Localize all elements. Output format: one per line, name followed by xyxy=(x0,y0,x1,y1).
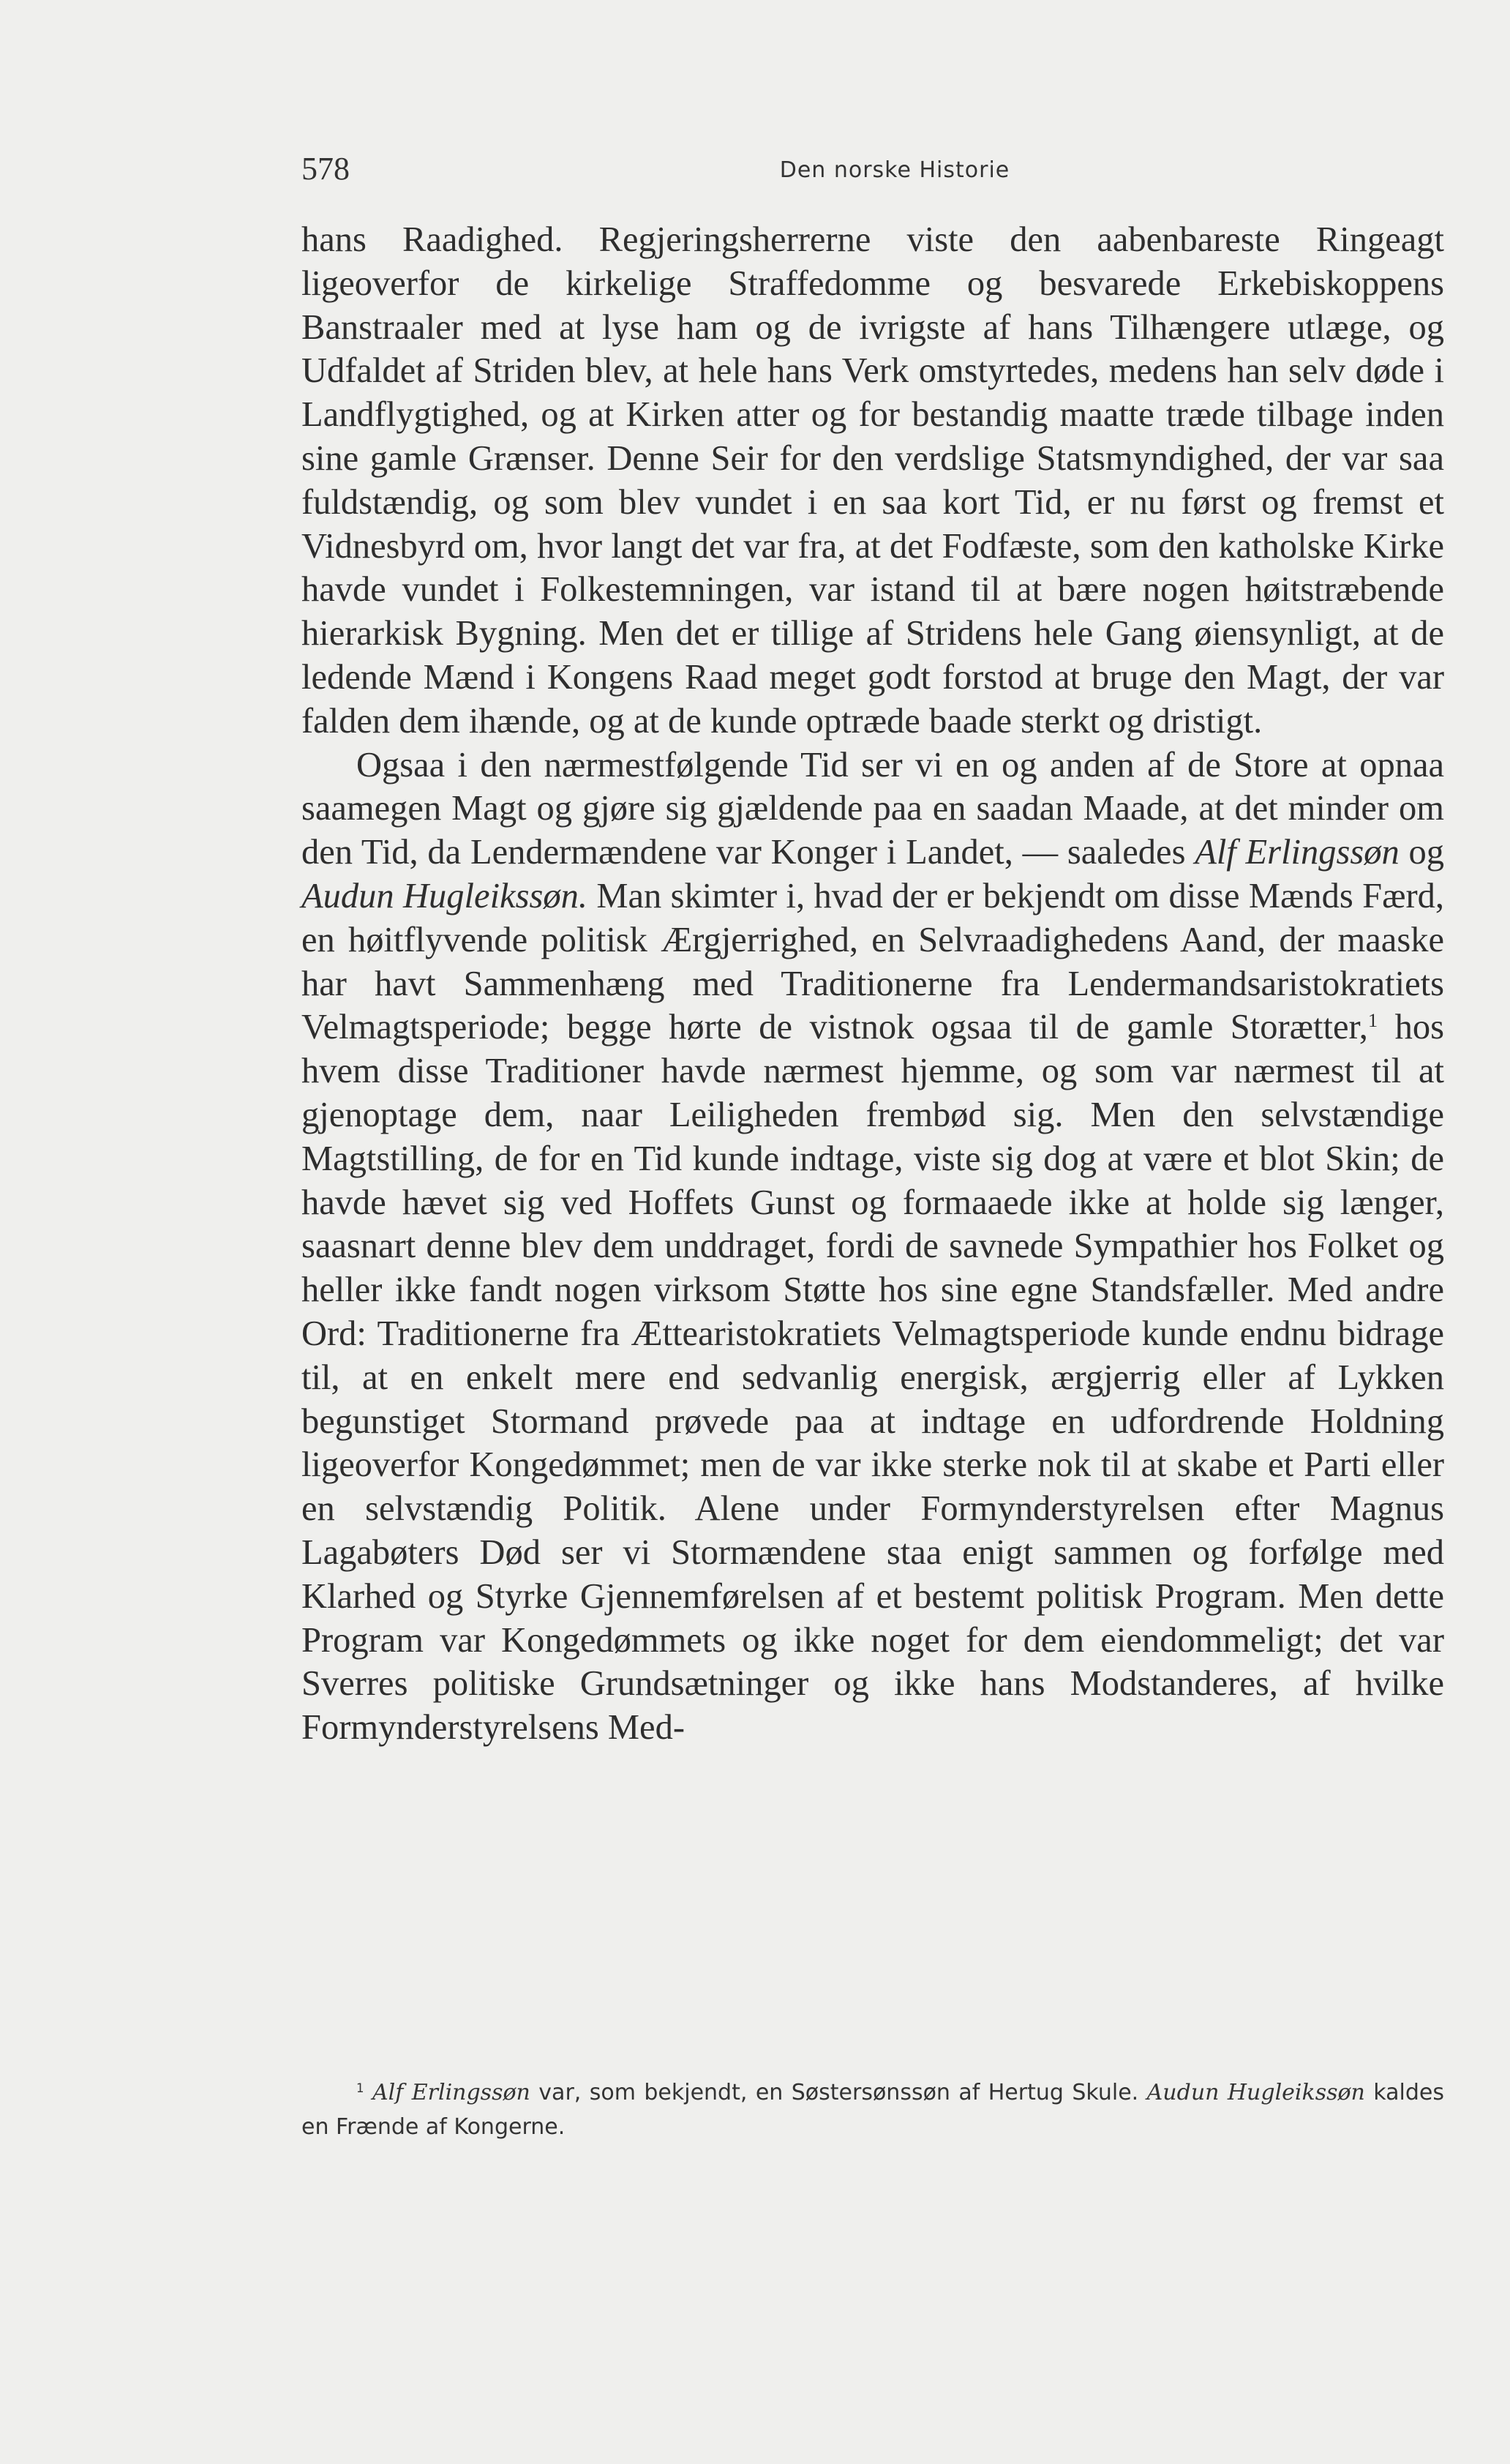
text-run: og xyxy=(1399,833,1445,872)
footnote-marker: 1 xyxy=(356,2081,364,2096)
italic-name: Alf Erlingssøn xyxy=(1195,833,1400,872)
text-run: kaldes en Frænde af Kongerne. xyxy=(301,2080,1444,2140)
italic-name: Audun Hugleikssøn. xyxy=(301,876,587,915)
page-number: 578 xyxy=(301,151,350,187)
text-run: Ogsaa i den nærmestfølgende Tid ser vi en og anden af de Store at opnaa saamegen Magt og gjøre sig gjældende paa en saadan Maade, at det minder om den Tid, da Lendermændene var Konger i Landet, — saaledes xyxy=(301,745,1444,872)
italic-name: Audun Hugleikssøn xyxy=(1146,2080,1365,2105)
italic-name: Alf Erlingssøn xyxy=(372,2080,530,2105)
page-header xyxy=(301,150,1444,194)
paragraph xyxy=(301,218,1444,744)
footnote-marker: 1 xyxy=(1367,1009,1378,1032)
body-text xyxy=(301,218,1444,1750)
text-run: hos hvem disse Traditioner havde nærmest hjemme, og som var nærmest til at gjenoptage dem, naar Leiligheden frembød sig. Men den selvstændige Magtstilling, de for en Tid kunde indtage, viste sig dog at være et blot Skin; de havde hævet sig ved Hoffets Gunst og formaaede ikke at holde sig længer, saasnart denne blev dem unddraget, fordi de savnede Sympathier hos Folket og heller ikke fandt nogen virksom Støtte hos sine egne Standsfæller. Med andre Ord: Traditionerne fra Ættearistokratiets Velmagtsperiode kunde endnu bidrage til, at en enkelt mere end sedvanlig energisk, ærgjerrig eller af Lykken begunstiget Stormand prøvede paa at indtage en udfordrende Holdning ligeoverfor Kongedømmet; men de var ikke sterke nok til at skabe et Parti eller en selvstændig Politik. Alene under Formynderstyrelsen efter Magnus Lagabøters Død ser vi Stormændene staa enigt sammen og forfølge med Klarhed og Styrke Gjennemførelsen af et bestemt politisk Program. Men dette Program var Kongedømmets og ikke noget for dem eiendommeligt; det var Sverres politiske Grundsætninger og ikke hans Modstanderes, af hvilke Formynderstyrelsens Med- xyxy=(301,1008,1444,1748)
text-run: hans Raadighed. Regjeringsherrerne viste den aabenbareste Ringeagt ligeoverfor de kirkelige Straffedomme og besvarede Erkebiskoppens Banstraaler med at lyse ham og de ivrigste af hans Tilhængere utlæge, og Udfaldet af Striden blev, at hele hans Verk omstyrtedes, medens han selv døde i Landflygtighed, og at Kirken atter og for bestandig maatte træde tilbage inden sine gamle Grænser. Denne Seir for den verdslige Statsmyndighed, der var saa fuldstændig, og som blev vundet i en saa kort Tid, er nu først og fremst et Vidnesbyrd om, hvor langt det var fra, at det Fodfæste, som den katholske Kirke havde vundet i Folkestemningen, var istand til at bære nogen høitstræbende hierarkisk Bygning. Men det er tillige af Stridens hele Gang øiensynligt, at de ledende Mænd i Kongens Raad meget godt forstod at bruge den Magt, der var falden dem ihænde, og at de kunde optræde baade sterkt og dristigt. xyxy=(301,220,1444,741)
running-title: Den norske Historie xyxy=(779,157,1010,183)
paragraph xyxy=(301,744,1444,1750)
text-run xyxy=(364,2080,372,2105)
text-run: var, som bekjendt, en Søstersønssøn af Hertug Skule. xyxy=(530,2080,1147,2105)
footnote xyxy=(301,2075,1444,2144)
text-run: Man skimter i, hvad der er bekjendt om disse Mænds Færd, en høitflyvende politisk Ærgjerrighed, en Selvraadighedens Aand, der maaske har havt Sammenhæng med Traditionerne fra Lendermandsaristokratiets Velmagtsperiode; begge hørte de vistnok ogsaa til de gamle Storætter, xyxy=(301,876,1444,1047)
